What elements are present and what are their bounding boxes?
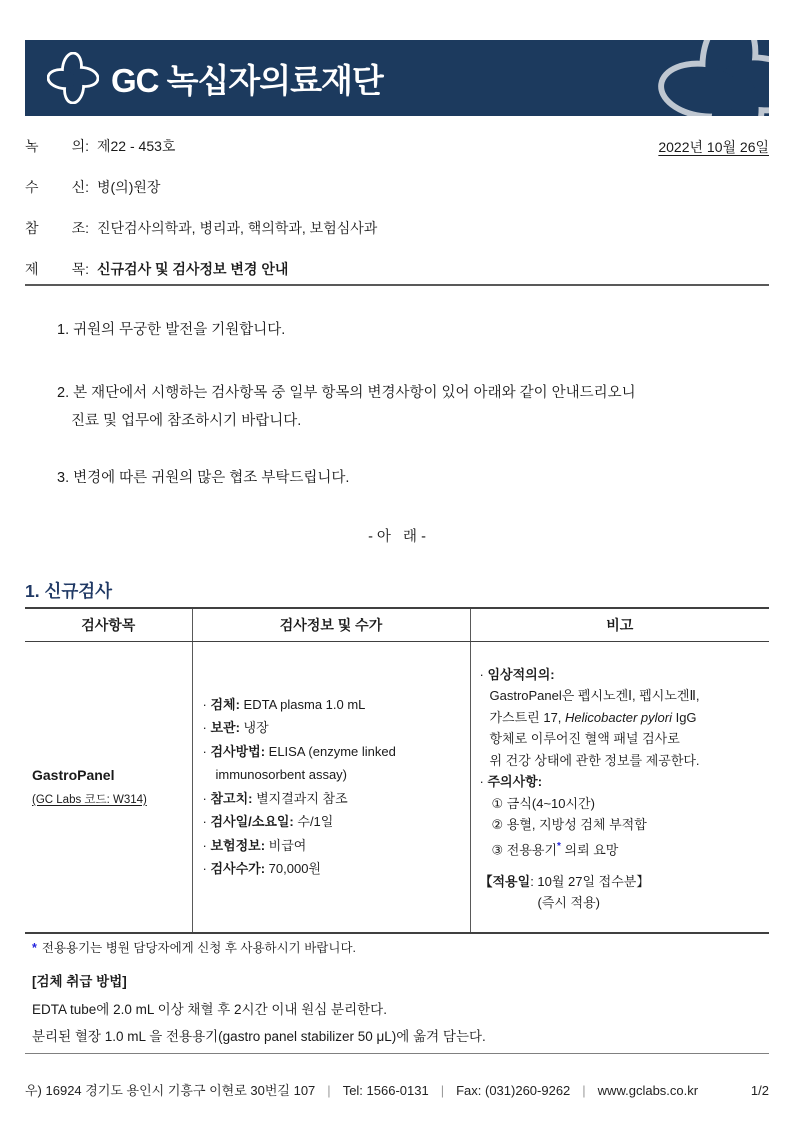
new-tests-table xyxy=(25,607,769,934)
apply-date: 【적용일: 10월 27일 접수분】 (즉시 적용) xyxy=(479,873,650,911)
info-specimen: · 검체: EDTA plasma 1.0 mL xyxy=(202,696,366,712)
footer-address: 우) 16924 경기도 용인시 기흥구 이현로 30번길 107 xyxy=(25,1083,316,1098)
column-header-test-info: 검사정보 및 수가 xyxy=(192,608,470,641)
doc-number-value: 제22 - 453호 xyxy=(97,138,176,154)
below-marker: - 아 래 - xyxy=(368,529,426,545)
info-method: · 검사방법: ELISA (enzyme linked immunosorbent assay) xyxy=(202,743,396,783)
specimen-handling-line2: 분리된 혈장 1.0 mL 을 전용용기(gastro panel stabilizer 50 μL)에 옮겨 담는다. xyxy=(32,1029,486,1044)
footnote-asterisk: * xyxy=(32,941,37,955)
footer-divider xyxy=(25,1053,769,1054)
cc-label: 참 xyxy=(25,220,39,236)
subject-value: 신규검사 및 검사정보 변경 안내 xyxy=(97,261,289,277)
clinical-line-italic: 가스트린 17, Helicobacter pylori IgG xyxy=(489,709,697,725)
paragraph-notice: 2. 본 재단에서 시행하는 검사항목 중 일부 항목의 변경사항이 있어 아래와 같이 안내드리오니 진료 및 업무에 참조하시기 바랍니다. xyxy=(57,385,636,429)
footnote-text: 전용용기는 병원 담당자에게 신청 후 사용하시기 바랍니다. xyxy=(41,941,356,955)
info-insurance: · 보험정보: 비급여 xyxy=(202,837,307,853)
gc-cross-logo-icon xyxy=(47,52,99,104)
test-name: GastroPanel xyxy=(32,766,115,783)
page-footer xyxy=(25,1080,769,1099)
recipient-row: 수 신: 병(의)원장 xyxy=(25,179,161,195)
test-code: (GC Labs 코드: W314) xyxy=(32,793,147,806)
footer-tel: Tel: 1566-0131 xyxy=(342,1083,429,1098)
cell-test-item xyxy=(25,641,192,933)
caution-label: · 주의사항: xyxy=(479,774,543,790)
footnote-container xyxy=(32,938,356,956)
header-divider xyxy=(25,284,769,286)
brand-banner xyxy=(25,40,769,116)
table-header-row xyxy=(25,608,769,641)
caution-item-3: ③ 전용용기* 의뢰 요망 xyxy=(491,840,619,858)
subject-row: 제 목: 신규검사 및 검사정보 변경 안내 xyxy=(25,261,289,277)
gc-cross-watermark-icon xyxy=(657,40,769,116)
footer-fax: Fax: (031)260-9262 xyxy=(456,1083,571,1098)
footer-separator: | xyxy=(440,1083,445,1098)
document-date: 2022년 10월 26일 xyxy=(658,139,769,155)
clinical-significance-label: · 임상적의의: xyxy=(479,666,555,682)
footer-separator: | xyxy=(582,1083,586,1098)
asterisk-marker: * xyxy=(557,840,561,852)
caution-item-1: ① 금식(4~10시간) xyxy=(491,795,595,811)
table-row-gastropanel xyxy=(25,641,769,933)
column-header-remarks: 비고 xyxy=(470,608,769,641)
cc-row: 참 조: 진단검사의학과, 병리과, 핵의학과, 보험심사과 xyxy=(25,220,378,236)
column-header-test-item: 검사항목 xyxy=(25,608,192,641)
cell-test-info xyxy=(192,641,470,933)
specimen-handling-title: [검체 취급 방법] xyxy=(32,974,127,989)
paragraph-cooperation: 3. 변경에 따른 귀원의 많은 협조 부탁드립니다. xyxy=(57,470,350,486)
recipient-value: 병(의)원장 xyxy=(97,179,161,195)
doc-number-row: 녹 의: 제22 - 453호 xyxy=(25,138,176,154)
subject-label: 제 xyxy=(25,261,39,277)
section-title-new-tests: 1. 신규검사 xyxy=(25,581,113,601)
footer-website: www.gclabs.co.kr xyxy=(597,1083,699,1098)
info-reference: · 참고치: 별지결과지 참조 xyxy=(202,790,348,806)
specimen-handling-line1: EDTA tube에 2.0 mL 이상 채혈 후 2시간 이내 원심 분리한다. xyxy=(32,1002,387,1017)
document-header xyxy=(25,136,769,300)
paragraph-greeting: 1. 귀원의 무궁한 발전을 기원합니다. xyxy=(57,322,286,338)
footer-separator: | xyxy=(327,1083,331,1098)
info-schedule: · 검사일/소요일: 수/1일 xyxy=(202,814,334,830)
cc-value: 진단검사의학과, 병리과, 핵의학과, 보험심사과 xyxy=(97,220,378,236)
cell-remarks: · 임상적의의: GastroPanel은 펩시노겐Ⅰ, 펩시노겐Ⅱ, 가스트린 17, Helicobacter pylori IgG 항체로 이루어진 혈액 패널 검사로 위 건강 상태에 관한 정보를 제공한다. · 주의사항: ① 금식(4~10시간) ② 용혈, 지방성 검체 부적합 ③ 전용용기* 의뢰 요망 【적용일: 10월 27일 접수분】 (즉시 적용) xyxy=(470,641,769,933)
info-storage: · 보관: 냉장 xyxy=(202,720,269,736)
recipient-label: 수 xyxy=(25,179,39,195)
info-price: · 검사수가: 70,000원 xyxy=(202,861,321,877)
caution-item-2: ② 용혈, 지방성 검체 부적합 xyxy=(491,817,647,833)
page-number: 1/2 xyxy=(750,1083,769,1098)
brand-title: GC 녹십자의료재단 xyxy=(111,61,383,99)
doc-number-label: 녹 xyxy=(25,138,39,154)
